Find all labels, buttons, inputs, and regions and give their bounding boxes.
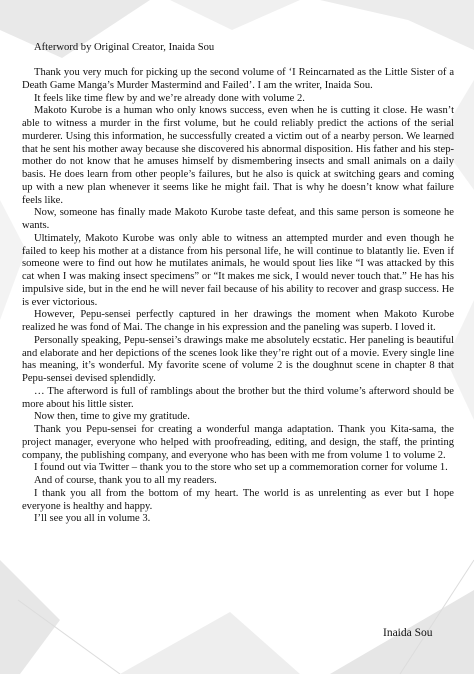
paragraph-thanks-staff: Thank you Pepu-sensei for creating a wonderful manga adaptation. Thank you Kita-sama, the project manager, everyone who helped with proofreading, editing, and design, the staff, the printing company, the publishing company, and everyone who has been with me from volume 1 to volume 2.: [22, 424, 454, 461]
paragraph-makoto-victorious: Ultimately, Makoto Kurobe was only able to witness an attempted murder and even though he failed to keep his mother at a distance from his personal life, he will continue to blatantly lie. Even if someone were to find out how he mutilates animals, he would spout lies like “I was attacked by this cat when I was making insect specimens” or “It makes me sick, I would never touch that.” He has his impulsive side, but in the end he will never fail because of his ability to recover and grasp success. He is ever victorious.: [22, 232, 454, 308]
page-header-title: Afterword by Original Creator, Inaida Sou: [34, 42, 215, 53]
paragraph-gratitude-intro: Now then, time to give my gratitude.: [34, 411, 190, 423]
paragraph-time-flew: It feels like time flew by and we’re already done with volume 2.: [34, 92, 305, 104]
paragraph-see-you: I’ll see you all in volume 3.: [34, 513, 151, 525]
paragraph-heartfelt: I thank you all from the bottom of my heart. The world is as unrelenting as ever but I hope everyone is healthy and happy.: [22, 487, 454, 512]
paragraph-thanks-readers: And of course, thank you to all my readers.: [34, 475, 217, 486]
paragraph-ramblings: … The afterword is full of ramblings about the brother but the third volume’s afterword should be more about his little sister.: [22, 385, 454, 410]
paragraph-pepu-drawings: Personally speaking, Pepu-sensei’s drawings make me absolutely ecstatic. Her paneling is beautiful and elaborate and her depictions of the scenes look like they’re right out of a movie. Every single line has meaning, it’s wonderful. My favorite scene of volume 2 is the doughnut scene in chapter 8 that Pepu-sensei devised splendidly.: [22, 334, 454, 384]
paragraph-pepu-captured: However, Pepu-sensei perfectly captured in her drawings the moment when Makoto Kurobe realized he was fond of Mai. The change in his expression and the paneling was superb. I loved it.: [22, 309, 454, 333]
paragraph-makoto-defeat: Now, someone has finally made Makoto Kurobe taste defeat, and this same person is someone he wants.: [22, 207, 454, 231]
author-signature: Inaida Sou: [383, 627, 433, 639]
paragraph-thanks-intro: Thank you very much for picking up the second volume of ‘I Reincarnated as the Little Sister of a Death Game Manga’s Murder Mastermind and Failed’. I am the writer, Inaida Sou.: [22, 67, 454, 91]
afterword-body: [22, 67, 454, 526]
paragraph-makoto-success: Makoto Kurobe is a human who only knows success, even when he is cutting it close. He wasn’t able to witness a murder in the first volume, but he could reliably predict the actions of the serial murderer. Using this information, he successfully created a victim out of a nearby person. We learned that he sent his mother away because she discovered his abnormal disposition. His father and his step-mother do not know that he amuses himself by dismembering insects and small animals on a daily basis. He does learn from other people’s failures, but he also is quick at switching gears and coming up with a new plan whenever it seems like he might fail. That is why he doesn’t know what failure feels like.: [22, 105, 454, 206]
paragraph-twitter-store: I found out via Twitter – thank you to the store who set up a commemoration corner for volume 1.: [34, 462, 448, 474]
